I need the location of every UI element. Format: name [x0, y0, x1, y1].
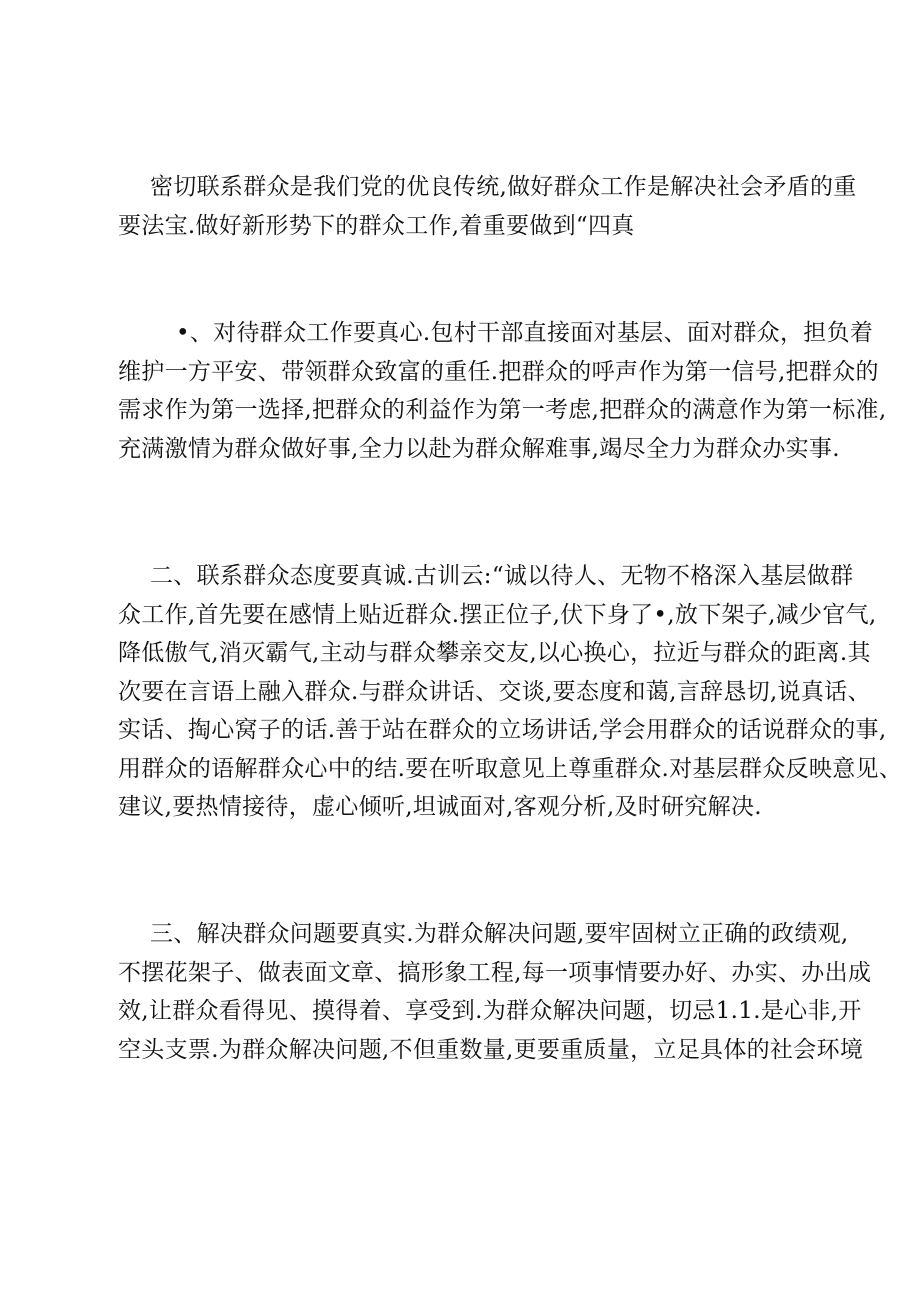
- text-line: 密切联系群众是我们党的优良传统,做好群众工作是解决社会矛盾的重: [150, 174, 857, 200]
- text-line: 不摆花架子、做表面文章、搞形象工程,每一项事情要办好、办实、办出成: [118, 959, 872, 986]
- section-three-paragraph: [118, 915, 872, 1069]
- text-line: 次要在言语上融入群众.与群众讲话、交谈,要态度和蔼,言辞恳切,说真话、: [118, 678, 871, 705]
- intro-paragraph: [118, 168, 857, 245]
- text-line: 实话、掏心窝子的话.善于站在群众的立场讲话,学会用群众的话说群众的事,: [118, 717, 887, 743]
- text-line: 降低傲气,消灭霸气,主动与群众攀亲交友,以心换心，拉近与群众的距离.其: [118, 640, 871, 666]
- text-line: 用群众的语解群众心中的结.要在听取意见上尊重群众.对基层群众反映意见、: [118, 755, 903, 782]
- text-line: 效,让群众看得见、摸得着、享受到.为群众解决问题，切忌1.1.是心非,开: [118, 998, 862, 1024]
- text-line: 众工作,首先要在感情上贴近群众.摆正位子,伏下身了•,放下架子,减少官气,: [118, 601, 877, 628]
- text-line: 三、解决群众问题要真实.为群众解决问题,要牢固树立正确的政绩观,: [150, 921, 849, 947]
- text-line: 充满激情为群众做好事,全力以赴为群众解难事,竭尽全力为群众办实事.: [118, 435, 840, 462]
- text-line: 建议,要热情接待，虚心倾听,坦诚面对,客观分析,及时研究解决.: [118, 794, 762, 820]
- text-line: 空头支票.为群众解决问题,不但重数量,更要重质量，立足具体的社会环境: [118, 1036, 864, 1063]
- section-two-paragraph: [118, 557, 903, 827]
- text-line: •、对待群众工作要真心.包村干部直接面对基层、面对群众，担负着: [176, 320, 874, 346]
- text-line: 需求作为第一选择,把群众的利益作为第一考虑,把群众的满意作为第一标准,: [118, 397, 887, 423]
- text-line: 要法宝.做好新形势下的群众工作,着重要做到“四真: [118, 212, 635, 239]
- text-line: 二、联系群众态度要真诚.古训云:“诚以待人、无物不格深入基层做群: [150, 563, 854, 589]
- section-one-paragraph: [118, 314, 887, 468]
- text-line: 维护一方平安、带领群众致富的重任.把群众的呼声作为第一信号,把群众的: [118, 358, 879, 385]
